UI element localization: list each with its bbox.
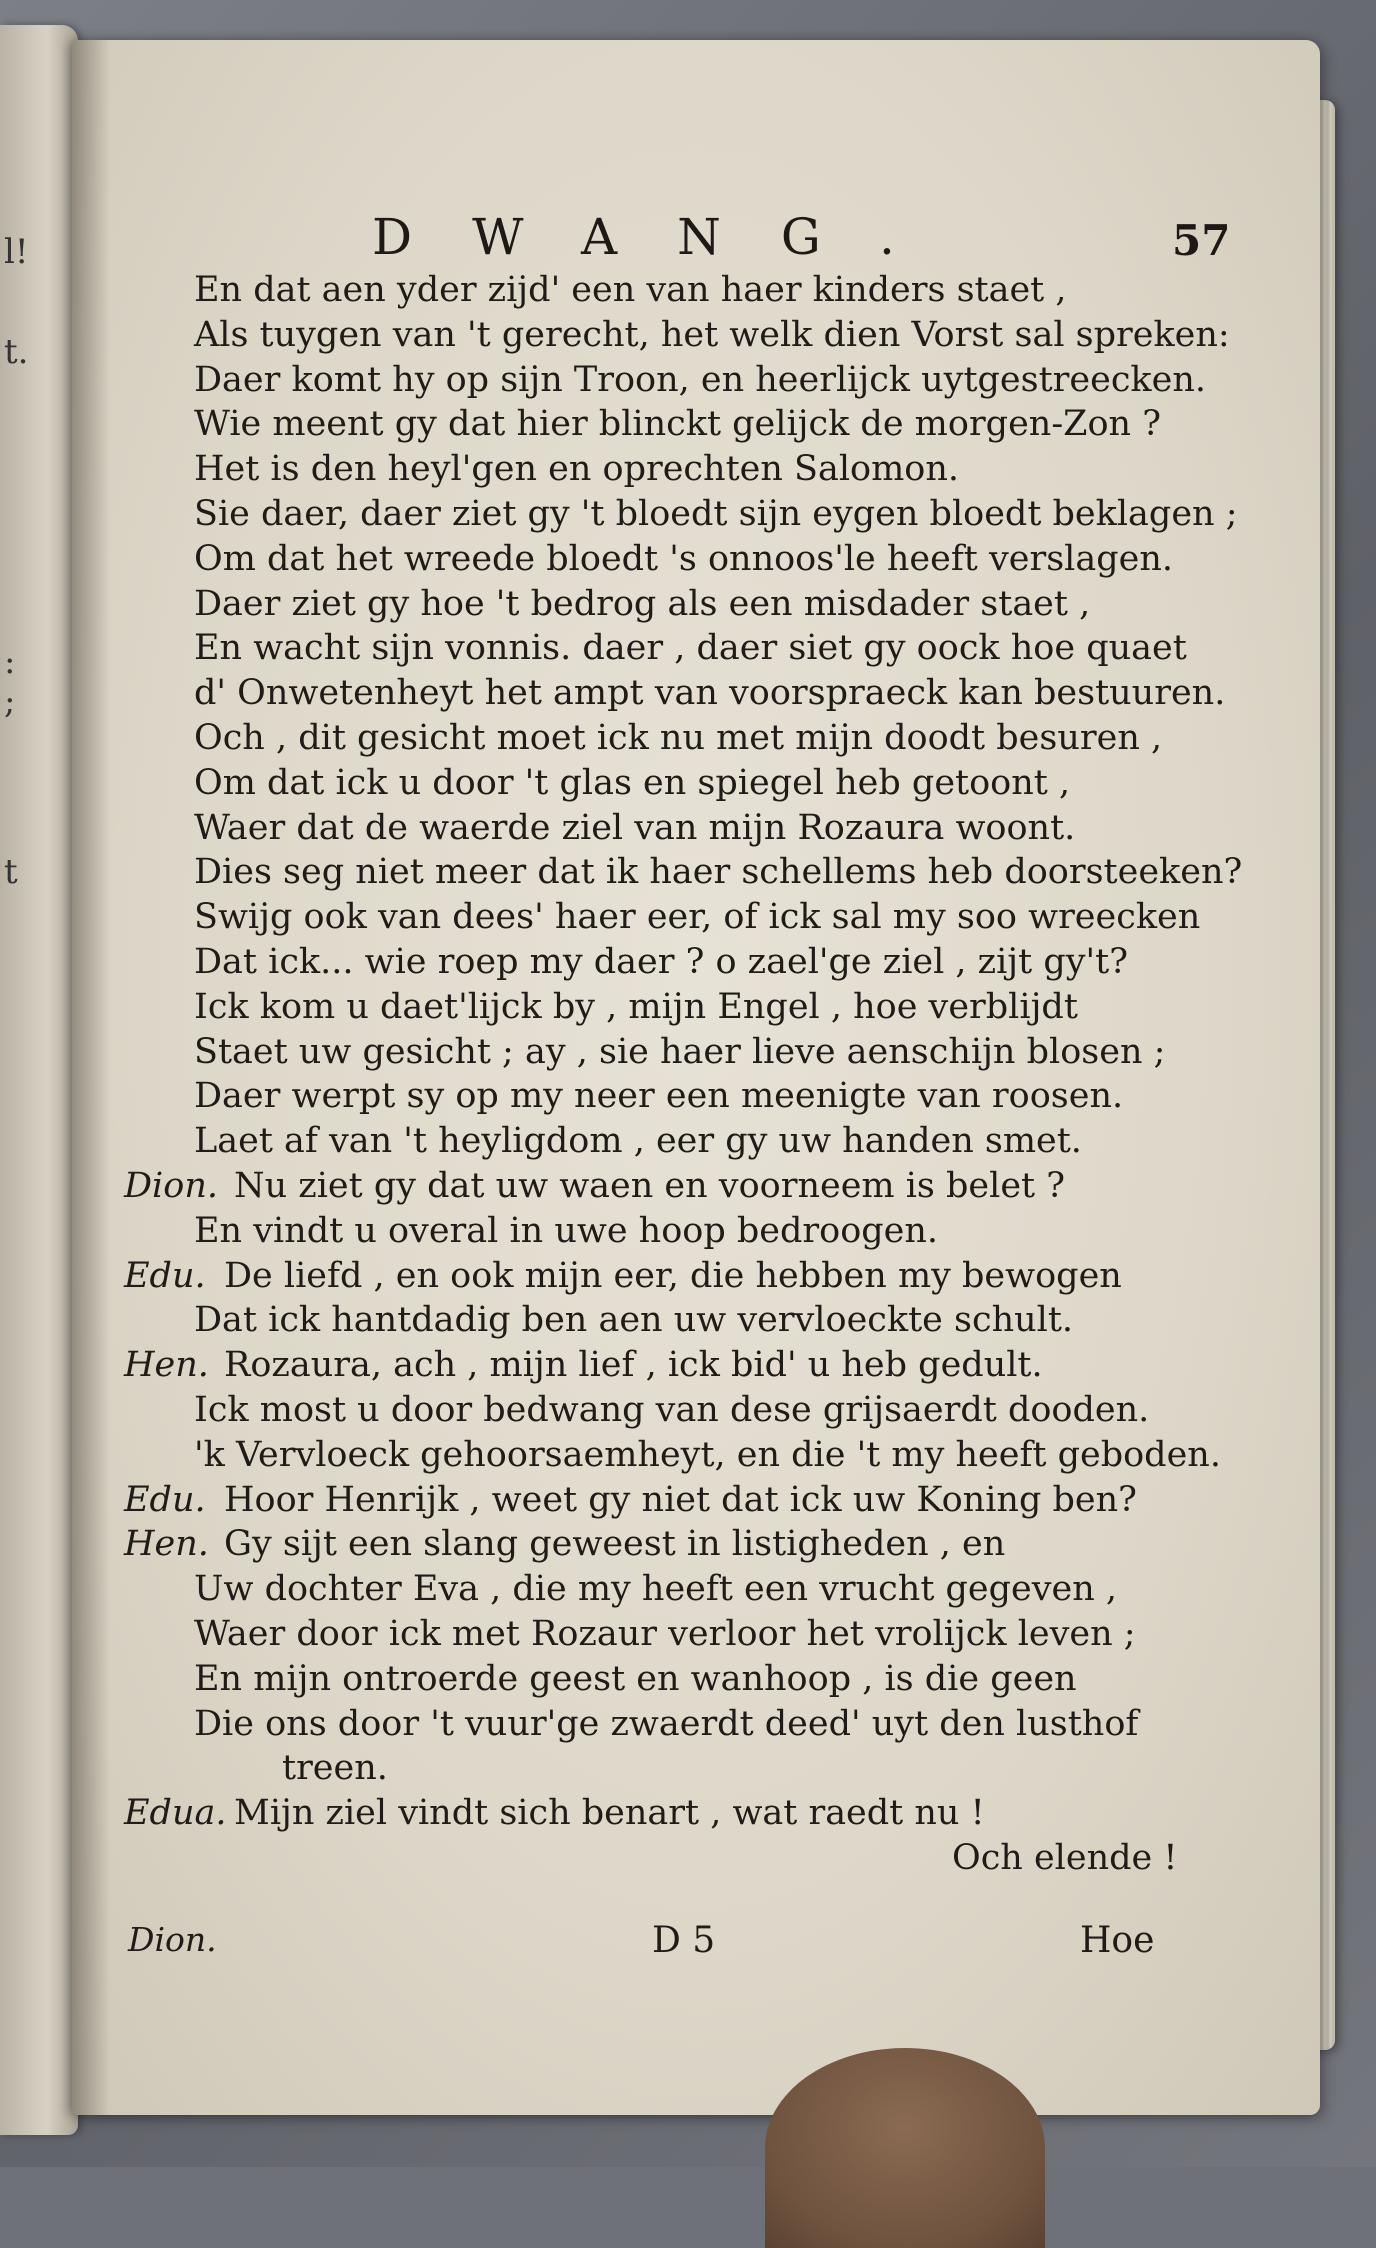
verse-text: Waer dat de waerde ziel van mijn Rozaura woont.	[194, 807, 1076, 848]
verse-text: Het is den heyl'gen en oprechten Salomon.	[194, 449, 960, 490]
left-fragment: ;	[4, 682, 16, 722]
signature-mark: D 5	[652, 1920, 716, 1961]
verse-text: Laet af van 't heyligdom , eer gy uw handen smet.	[194, 1121, 1082, 1162]
verse-line	[124, 1209, 1304, 1254]
speaker-label: Hen.	[124, 1524, 209, 1565]
left-fragment: t	[4, 852, 18, 892]
left-fragment: :	[4, 642, 16, 682]
verse-line	[124, 1836, 1304, 1881]
verse-text: Daer ziet gy hoe 't bedrog als een misdader staet ,	[194, 583, 1091, 624]
verse-line	[124, 582, 1304, 627]
verse-line	[124, 1702, 1304, 1747]
speaker-label: Edu.	[124, 1255, 206, 1296]
verse-line	[124, 1388, 1304, 1433]
verse-text: Dies seg niet meer dat ik haer schellems heb doorsteeken?	[194, 852, 1243, 893]
verse-text: Hoor Henrijk , weet gy niet dat ick uw Koning ben?	[224, 1479, 1137, 1520]
page-number: 57	[1172, 216, 1231, 265]
verse-text: Wie meent gy dat hier blinckt gelijck de morgen-Zon ?	[194, 404, 1161, 445]
verse-text: Om dat het wreede bloedt 's onnoos'le heeft verslagen.	[194, 538, 1174, 579]
speaker-label: Dion.	[124, 1165, 218, 1206]
verse-text: En wacht sijn vonnis. daer , daer siet gy oock hoe quaet	[194, 628, 1187, 669]
verse-text: Waer door ick met Rozaur verloor het vrolijck leven ;	[194, 1613, 1136, 1654]
verse-text: Och , dit gesicht moet ick nu met mijn doodt besuren ,	[194, 717, 1163, 758]
text-block	[124, 268, 1304, 1881]
verse-line	[124, 492, 1304, 537]
verse-line	[124, 268, 1304, 313]
verse-line	[124, 1746, 1304, 1791]
verse-line	[124, 1343, 1304, 1388]
left-page-edge	[0, 25, 78, 2135]
left-fragment: t.	[4, 332, 29, 372]
running-title: DWANG.	[372, 208, 955, 266]
verse-text: Och elende !	[952, 1837, 1178, 1878]
verse-text: 'k Vervloeck gehoorsaemheyt, en die 't my heeft geboden.	[194, 1434, 1221, 1475]
verse-text: De liefd , en ook mijn eer, die hebben my bewogen	[224, 1255, 1122, 1296]
verse-text: Daer komt hy op sijn Troon, en heerlijck uytgestreecken.	[194, 359, 1207, 400]
verse-line	[124, 806, 1304, 851]
verse-line	[124, 940, 1304, 985]
verse-line	[124, 1612, 1304, 1657]
verse-line	[124, 1298, 1304, 1343]
verse-text: En dat aen yder zijd' een van haer kinders staet ,	[194, 270, 1067, 310]
verse-text: Uw dochter Eva , die my heeft een vrucht gegeven ,	[194, 1569, 1118, 1610]
verse-text: Gy sijt een slang geweest in listigheden , en	[224, 1524, 1006, 1565]
verse-line	[124, 1567, 1304, 1612]
verse-text: Die ons door 't vuur'ge zwaerdt deed' uyt den lusthof	[194, 1703, 1139, 1744]
verse-line	[124, 1119, 1304, 1164]
left-fragment: l!	[4, 232, 29, 272]
speaker-label: Edu.	[124, 1479, 206, 1520]
verse-line	[124, 537, 1304, 582]
verse-line	[124, 626, 1304, 671]
verse-line	[124, 985, 1304, 1030]
verse-text: Ick most u door bedwang van dese grijsaerdt dooden.	[194, 1389, 1150, 1430]
verse-text: Staet uw gesicht ; ay , sie haer lieve aenschijn blosen ;	[194, 1031, 1166, 1072]
verse-line	[124, 1074, 1304, 1119]
verse-line	[124, 761, 1304, 806]
verse-line	[124, 1478, 1304, 1523]
verse-line	[124, 671, 1304, 716]
verse-line	[124, 358, 1304, 403]
book-page	[72, 40, 1320, 2115]
speaker-label: Dion.	[128, 1920, 217, 1959]
verse-text: treen.	[282, 1748, 388, 1789]
verse-line	[124, 716, 1304, 761]
verse-line	[124, 1433, 1304, 1478]
verse-text: Dat ick... wie roep my daer ? o zael'ge ziel , zijt gy't?	[194, 941, 1128, 982]
verse-line	[124, 1164, 1304, 1209]
speaker-label: Edua.	[124, 1793, 227, 1834]
verse-text: Daer werpt sy op my neer een meenigte van roosen.	[194, 1076, 1124, 1117]
verse-text: Swijg ook van dees' haer eer, of ick sal my soo wreecken	[194, 897, 1201, 938]
verse-text: d' Onwetenheyt het ampt van voorspraeck kan bestuuren.	[194, 673, 1226, 714]
verse-line	[124, 1657, 1304, 1702]
verse-text: Ick kom u daet'lijck by , mijn Engel , hoe verblijdt	[194, 986, 1078, 1027]
finger	[765, 2048, 1045, 2248]
verse-line	[124, 447, 1304, 492]
verse-line	[124, 402, 1304, 447]
verse-text: En vindt u overal in uwe hoop bedroogen.	[194, 1210, 939, 1251]
verse-text: Rozaura, ach , mijn lief , ick bid' u heb gedult.	[224, 1345, 1043, 1386]
verse-line	[124, 895, 1304, 940]
verse-text: Mijn ziel vindt sich benart , wat raedt nu !	[234, 1793, 985, 1834]
catchword: Hoe	[1080, 1920, 1155, 1961]
speaker-label: Hen.	[124, 1345, 209, 1386]
verse-text: En mijn ontroerde geest en wanhoop , is die geen	[194, 1658, 1077, 1699]
verse-line	[124, 850, 1304, 895]
verse-text: Nu ziet gy dat uw waen en voorneem is belet ?	[234, 1165, 1065, 1206]
verse-line	[124, 1522, 1304, 1567]
left-page-fragments	[4, 232, 34, 935]
verse-line	[124, 1791, 1304, 1836]
verse-text: Als tuygen van 't gerecht, het welk dien Vorst sal spreken:	[194, 314, 1230, 355]
verse-line	[124, 1254, 1304, 1299]
verse-line	[124, 313, 1304, 358]
verse-text: Sie daer, daer ziet gy 't bloedt sijn eygen bloedt beklagen ;	[194, 493, 1238, 534]
verse-text: Om dat ick u door 't glas en spiegel heb getoont ,	[194, 762, 1071, 803]
verse-text: Dat ick hantdadig ben aen uw vervloeckte schult.	[194, 1300, 1074, 1341]
spine-shadow	[72, 40, 110, 2115]
verse-line	[124, 1030, 1304, 1075]
